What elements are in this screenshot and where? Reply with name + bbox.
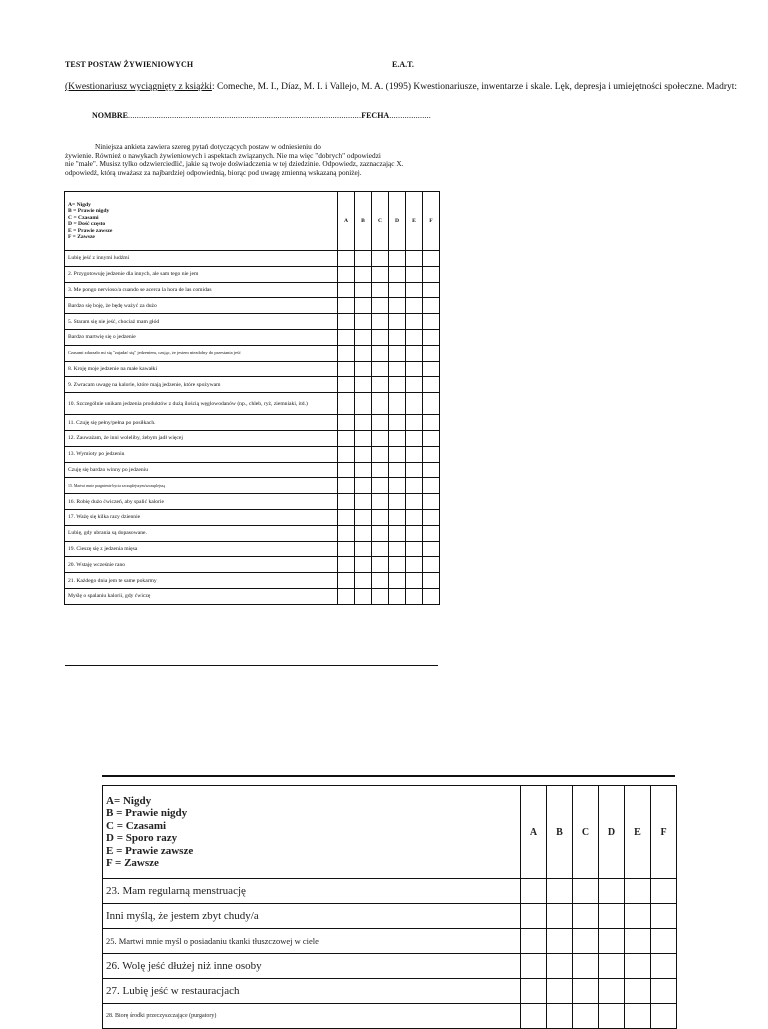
answer-cell-b[interactable] [547, 904, 573, 929]
question-row [65, 251, 440, 267]
legend-item: B = Prawie nigdy [106, 807, 188, 819]
answer-cell-e[interactable] [406, 446, 423, 462]
answer-cell-e[interactable] [406, 462, 423, 478]
answer-cell-c[interactable] [372, 430, 389, 446]
column-header-a: A [338, 192, 355, 251]
question-row [103, 904, 677, 929]
name-date-line [92, 111, 431, 120]
answer-cell-d[interactable] [389, 494, 406, 510]
answer-cell-b[interactable] [355, 478, 372, 494]
nombre-label: NOMBRE [92, 111, 128, 120]
answer-cell-e[interactable] [406, 266, 423, 282]
question-row [103, 929, 677, 954]
answer-cell-e[interactable] [406, 415, 423, 431]
legend-item: F = Zawsze [106, 857, 159, 869]
answer-cell-f[interactable] [423, 298, 440, 314]
intro-line-4: odpowiedź, którą uważasz za najbardziej odpowiednią, biorąc pod uwagę zmienną wskazaną poniżej. [65, 167, 362, 177]
question-row [65, 541, 440, 557]
answer-cell-c[interactable] [573, 904, 599, 929]
answer-cell-c[interactable] [372, 525, 389, 541]
answer-cell-f[interactable] [423, 525, 440, 541]
answer-cell-c[interactable] [372, 478, 389, 494]
answer-cell-f[interactable] [651, 1004, 677, 1029]
answer-cell-c[interactable] [372, 329, 389, 345]
answer-cell-f[interactable] [423, 393, 440, 415]
answer-cell-b[interactable] [355, 494, 372, 510]
question-text: Lubię, gdy ubrania są dopasowane. [65, 525, 338, 541]
question-row [103, 879, 677, 904]
answer-cell-a[interactable] [521, 929, 547, 954]
question-row [65, 509, 440, 525]
question-row [65, 525, 440, 541]
answer-cell-f[interactable] [423, 462, 440, 478]
column-header-b: B [355, 192, 372, 251]
answer-cell-e[interactable] [625, 954, 651, 979]
answer-cell-f[interactable] [651, 954, 677, 979]
answer-cell-a[interactable] [338, 478, 355, 494]
question-text: 13. Wymioty po jedzeniu [65, 446, 338, 462]
answer-cell-f[interactable] [423, 361, 440, 377]
answer-cell-d[interactable] [389, 282, 406, 298]
answer-cell-e[interactable] [625, 1004, 651, 1029]
question-text: 9. Zwracam uwagę na kalorie, które mają jedzenie, które spożywam [65, 377, 338, 393]
answer-cell-b[interactable] [355, 314, 372, 330]
answer-cell-f[interactable] [423, 588, 440, 604]
question-text: Bardzo martwię się o jedzenie [65, 329, 338, 345]
question-row [103, 954, 677, 979]
answer-cell-b[interactable] [355, 415, 372, 431]
table-header-row [103, 786, 677, 879]
answer-cell-b[interactable] [547, 929, 573, 954]
answer-cell-b[interactable] [355, 282, 372, 298]
question-text: 28. Biorę środki przeczyszczające (purgatory) [103, 1004, 521, 1029]
answer-cell-c[interactable] [372, 509, 389, 525]
answer-cell-a[interactable] [338, 541, 355, 557]
answer-cell-f[interactable] [423, 377, 440, 393]
answer-cell-a[interactable] [521, 979, 547, 1004]
answer-cell-b[interactable] [547, 954, 573, 979]
answer-cell-f[interactable] [423, 494, 440, 510]
answer-cell-e[interactable] [406, 345, 423, 361]
answer-cell-c[interactable] [573, 929, 599, 954]
answer-cell-e[interactable] [406, 494, 423, 510]
answer-cell-d[interactable] [389, 573, 406, 589]
question-row [65, 573, 440, 589]
question-text: Myślę o spalaniu kalorii, gdy ćwiczę [65, 588, 338, 604]
answer-cell-a[interactable] [338, 525, 355, 541]
answer-cell-d[interactable] [389, 377, 406, 393]
answer-cell-c[interactable] [372, 588, 389, 604]
column-header-e: E [406, 192, 423, 251]
question-row [65, 298, 440, 314]
answer-cell-e[interactable] [625, 879, 651, 904]
question-text: Czasami zdarzało mi się "zajadać się" jedzeniem, czując, że jestem niezdolny do przestania jeść [65, 345, 338, 361]
answer-cell-f[interactable] [651, 929, 677, 954]
answer-cell-b[interactable] [547, 879, 573, 904]
question-text: 2. Przygotowuję jedzenie dla innych, ale sam tego nie jem [65, 266, 338, 282]
answer-cell-b[interactable] [355, 393, 372, 415]
answer-cell-a[interactable] [338, 446, 355, 462]
answer-cell-c[interactable] [372, 494, 389, 510]
intro-line-2: żywienie. Również o nawykach żywieniowych i aspektach związanych. Nie ma więc "dobrych" odpowiedzi [65, 150, 381, 160]
answer-cell-b[interactable] [355, 525, 372, 541]
answer-cell-e[interactable] [625, 979, 651, 1004]
answer-cell-e[interactable] [406, 557, 423, 573]
answer-cell-f[interactable] [423, 314, 440, 330]
answer-cell-f[interactable] [423, 509, 440, 525]
legend-item: C = Czasami [68, 214, 99, 221]
question-text: 26. Wolę jeść dłużej niż inne osoby [103, 954, 521, 979]
answer-cell-a[interactable] [338, 415, 355, 431]
question-row [65, 446, 440, 462]
answer-cell-a[interactable] [338, 282, 355, 298]
question-text: 20. Wstaję wcześnie rano [65, 557, 338, 573]
answer-cell-e[interactable] [625, 929, 651, 954]
answer-cell-f[interactable] [423, 573, 440, 589]
answer-cell-d[interactable] [389, 393, 406, 415]
answer-cell-d[interactable] [389, 541, 406, 557]
question-text: Czuję się bardzo winny po jedzeniu [65, 462, 338, 478]
question-row [65, 462, 440, 478]
answer-cell-b[interactable] [355, 345, 372, 361]
answer-cell-e[interactable] [406, 298, 423, 314]
answer-cell-d[interactable] [389, 298, 406, 314]
answer-cell-f[interactable] [651, 879, 677, 904]
question-text: 11. Czuję się pełny/pełna po posiłkach. [65, 415, 338, 431]
column-header-c: C [372, 192, 389, 251]
answer-cell-e[interactable] [406, 361, 423, 377]
answer-legend [65, 192, 338, 251]
answer-cell-d[interactable] [389, 345, 406, 361]
answer-cell-c[interactable] [372, 345, 389, 361]
question-text: 19. Cieszę się z jedzenia mięsa [65, 541, 338, 557]
answer-cell-f[interactable] [423, 430, 440, 446]
intro-line-3: nie "małe". Musisz tylko odzwierciedlić, jakie są twoje doświadczenia w tej dziedzinie. Odpowiedz, zaznaczając X. [65, 159, 404, 169]
answer-cell-f[interactable] [423, 282, 440, 298]
legend-item: B = Prawie nigdy [68, 208, 110, 214]
answer-cell-c[interactable] [372, 541, 389, 557]
answer-cell-d[interactable] [389, 329, 406, 345]
question-text: 21. Każdego dnia jem te same pokarmy [65, 573, 338, 589]
answer-cell-a[interactable] [338, 462, 355, 478]
question-row [65, 345, 440, 361]
answer-cell-a[interactable] [338, 494, 355, 510]
intro-paragraph [65, 143, 450, 177]
question-row [65, 393, 440, 415]
answer-cell-e[interactable] [406, 282, 423, 298]
answer-cell-d[interactable] [599, 979, 625, 1004]
answer-cell-c[interactable] [372, 282, 389, 298]
answer-cell-e[interactable] [406, 541, 423, 557]
question-text: 16. Robię dużo ćwiczeń, aby spalić kalorie [65, 494, 338, 510]
answer-cell-a[interactable] [338, 509, 355, 525]
source-rest: : Comeche, M. I., Díaz, M. I. i Vallejo, M. A. (1995) Kwestionariusze, inwentarze i skale. Lęk, depresja i umiejętności społeczne. Madryt: [211, 82, 738, 92]
question-row [65, 329, 440, 345]
answer-cell-d[interactable] [389, 509, 406, 525]
answer-cell-a[interactable] [338, 251, 355, 267]
answer-cell-d[interactable] [389, 430, 406, 446]
answer-cell-a[interactable] [338, 573, 355, 589]
answer-cell-e[interactable] [406, 430, 423, 446]
answer-cell-e[interactable] [406, 573, 423, 589]
answer-cell-b[interactable] [355, 588, 372, 604]
answer-cell-e[interactable] [406, 329, 423, 345]
question-text: 15. Martwi mnie pragnienie bycia szczuplejszym/szczuplejszą [65, 478, 338, 494]
answer-cell-c[interactable] [372, 361, 389, 377]
answer-cell-f[interactable] [423, 266, 440, 282]
question-text: 25. Martwi mnie myśl o posiadaniu tkanki tłuszczowej w ciele [103, 929, 521, 954]
answer-cell-b[interactable] [355, 266, 372, 282]
legend-item: A= Nigdy [68, 201, 91, 208]
answer-cell-b[interactable] [355, 298, 372, 314]
answer-cell-d[interactable] [389, 314, 406, 330]
answer-cell-d[interactable] [389, 557, 406, 573]
answer-cell-c[interactable] [372, 393, 389, 415]
column-header-a: A [521, 786, 547, 879]
answer-cell-b[interactable] [355, 251, 372, 267]
question-text: 3. Me pongo nervioso/a cuando se acerca la hora de las comidas [65, 282, 338, 298]
answer-cell-b[interactable] [355, 377, 372, 393]
answer-cell-b[interactable] [355, 573, 372, 589]
answer-cell-c[interactable] [573, 954, 599, 979]
legend-item: D = Dość często [68, 221, 106, 227]
separator-line [65, 665, 438, 666]
question-text: 10. Szczególnie unikam jedzenia produktów z dużą ilością węglowodanów (np., chleb, ryż, ziemniaki, itd.) [65, 393, 338, 415]
answer-cell-b[interactable] [355, 541, 372, 557]
answer-cell-b[interactable] [355, 446, 372, 462]
fecha-dots: ................... [389, 111, 432, 120]
nombre-dots: .......................................................................................................... [128, 111, 362, 120]
answer-cell-b[interactable] [547, 1004, 573, 1029]
answer-cell-a[interactable] [521, 879, 547, 904]
answer-cell-c[interactable] [372, 446, 389, 462]
question-text: Inni myślą, że jestem zbyt chudy/a [103, 904, 521, 929]
answer-cell-a[interactable] [338, 557, 355, 573]
answer-cell-c[interactable] [573, 979, 599, 1004]
column-header-d: D [389, 192, 406, 251]
separator-line [102, 775, 675, 777]
answer-cell-d[interactable] [389, 525, 406, 541]
answer-cell-d[interactable] [599, 954, 625, 979]
answer-cell-e[interactable] [406, 588, 423, 604]
answer-cell-e[interactable] [406, 314, 423, 330]
answer-cell-c[interactable] [372, 298, 389, 314]
question-row [65, 478, 440, 494]
answer-cell-d[interactable] [599, 879, 625, 904]
answer-cell-b[interactable] [355, 361, 372, 377]
question-text: Lubię jeść z innymi ludźmi [65, 251, 338, 267]
answer-cell-a[interactable] [338, 266, 355, 282]
source-citation [65, 82, 737, 92]
answer-cell-f[interactable] [651, 979, 677, 1004]
answer-cell-a[interactable] [521, 1004, 547, 1029]
question-row [65, 266, 440, 282]
column-header-d: D [599, 786, 625, 879]
answer-cell-f[interactable] [423, 329, 440, 345]
legend-item: E = Prawie zawsze [68, 227, 113, 234]
answer-cell-e[interactable] [406, 478, 423, 494]
answer-cell-a[interactable] [521, 954, 547, 979]
question-text: 12. Zauważam, że inni woleliby, żebym jadł więcej [65, 430, 338, 446]
answer-cell-d[interactable] [389, 588, 406, 604]
column-header-b: B [547, 786, 573, 879]
question-text: Bardzo się boję, że będę ważyć za dużo [65, 298, 338, 314]
question-text: 27. Lubię jeść w restauracjach [103, 979, 521, 1004]
answer-cell-a[interactable] [338, 329, 355, 345]
question-row [65, 377, 440, 393]
answer-cell-a[interactable] [338, 314, 355, 330]
question-row [65, 430, 440, 446]
question-text: 5. Staram się nie jeść, chociaż mam głód [65, 314, 338, 330]
answer-cell-c[interactable] [372, 415, 389, 431]
question-text: 23. Mam regularną menstruację [103, 879, 521, 904]
answer-cell-d[interactable] [389, 266, 406, 282]
column-header-c: C [573, 786, 599, 879]
answer-cell-f[interactable] [651, 904, 677, 929]
column-header-f: F [423, 192, 440, 251]
answer-cell-e[interactable] [406, 393, 423, 415]
answer-cell-a[interactable] [338, 361, 355, 377]
answer-legend [103, 786, 521, 879]
questionnaire-table-1 [64, 191, 440, 605]
answer-cell-d[interactable] [599, 1004, 625, 1029]
answer-cell-f[interactable] [423, 345, 440, 361]
answer-cell-e[interactable] [406, 509, 423, 525]
answer-cell-f[interactable] [423, 478, 440, 494]
answer-cell-d[interactable] [599, 904, 625, 929]
legend-item: F = Zawsze [68, 234, 95, 240]
question-row [103, 1004, 677, 1029]
question-text: 8. Kroję moje jedzenie na małe kawałki [65, 361, 338, 377]
answer-cell-d[interactable] [389, 361, 406, 377]
legend-item: A= Nigdy [106, 794, 152, 807]
answer-cell-b[interactable] [547, 979, 573, 1004]
answer-cell-a[interactable] [338, 345, 355, 361]
legend-item: D = Sporo razy [106, 832, 178, 844]
legend-item: C = Czasami [106, 819, 167, 832]
document-title: TEST POSTAW ŻYWIENIOWYCH [65, 60, 194, 69]
answer-cell-a[interactable] [338, 377, 355, 393]
answer-cell-c[interactable] [372, 377, 389, 393]
answer-cell-a[interactable] [521, 904, 547, 929]
question-row [65, 588, 440, 604]
question-row [103, 979, 677, 1004]
table-header-row [65, 192, 440, 251]
question-row [65, 415, 440, 431]
answer-cell-c[interactable] [573, 879, 599, 904]
question-row [65, 314, 440, 330]
answer-cell-d[interactable] [599, 929, 625, 954]
answer-cell-c[interactable] [372, 573, 389, 589]
answer-cell-c[interactable] [372, 462, 389, 478]
answer-cell-d[interactable] [389, 478, 406, 494]
column-header-e: E [625, 786, 651, 879]
answer-cell-a[interactable] [338, 298, 355, 314]
answer-cell-f[interactable] [423, 541, 440, 557]
question-row [65, 282, 440, 298]
answer-cell-a[interactable] [338, 393, 355, 415]
answer-cell-c[interactable] [372, 557, 389, 573]
answer-cell-e[interactable] [406, 377, 423, 393]
answer-cell-f[interactable] [423, 446, 440, 462]
answer-cell-d[interactable] [389, 415, 406, 431]
answer-cell-e[interactable] [406, 525, 423, 541]
intro-line-1: Niniejsza ankieta zawiera szereg pytań dotyczących postaw w odniesieniu do [95, 142, 321, 151]
answer-cell-b[interactable] [355, 430, 372, 446]
answer-cell-b[interactable] [355, 557, 372, 573]
answer-cell-f[interactable] [423, 415, 440, 431]
answer-cell-c[interactable] [573, 1004, 599, 1029]
answer-cell-f[interactable] [423, 557, 440, 573]
questionnaire-table-2 [102, 785, 677, 1029]
source-underlined: (Kwestionariusz wyciągnięty z książki [65, 82, 212, 92]
question-text: 17. Ważę się kilka razy dziennie [65, 509, 338, 525]
answer-cell-e[interactable] [625, 904, 651, 929]
answer-cell-a[interactable] [338, 430, 355, 446]
answer-cell-c[interactable] [372, 251, 389, 267]
answer-cell-b[interactable] [355, 509, 372, 525]
answer-cell-a[interactable] [338, 588, 355, 604]
fecha-label: FECHA [361, 111, 390, 120]
answer-cell-d[interactable] [389, 251, 406, 267]
answer-cell-f[interactable] [423, 251, 440, 267]
answer-cell-b[interactable] [355, 462, 372, 478]
test-code: E.A.T. [392, 60, 414, 69]
answer-cell-c[interactable] [372, 266, 389, 282]
legend-item: E = Prawie zawsze [106, 844, 194, 857]
answer-cell-c[interactable] [372, 314, 389, 330]
answer-cell-e[interactable] [406, 251, 423, 267]
answer-cell-d[interactable] [389, 462, 406, 478]
question-row [65, 557, 440, 573]
answer-cell-b[interactable] [355, 329, 372, 345]
question-row [65, 361, 440, 377]
question-row [65, 494, 440, 510]
answer-cell-d[interactable] [389, 446, 406, 462]
column-header-f: F [651, 786, 677, 879]
